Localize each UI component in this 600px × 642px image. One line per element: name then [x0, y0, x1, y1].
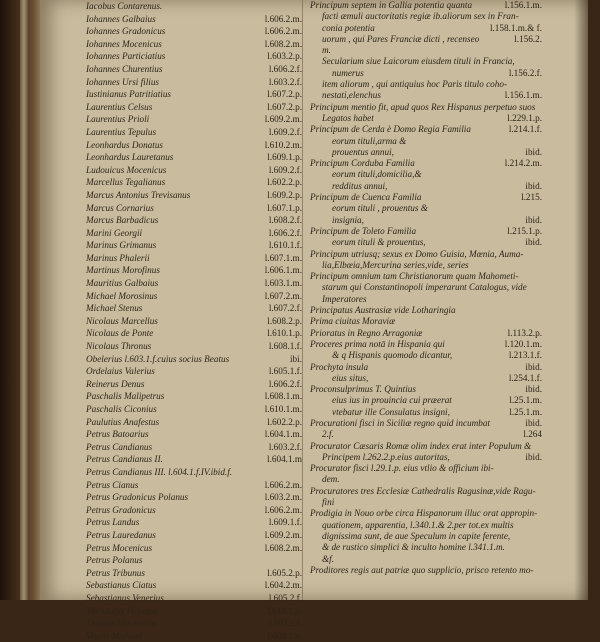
index-page	[40, 0, 588, 641]
index-entry	[310, 271, 542, 282]
entry-name: Iustinianus Patritiatius	[86, 89, 171, 100]
entry-reference: l.610.1.p.	[267, 605, 302, 616]
index-entry	[310, 554, 542, 565]
entry-text: m.	[322, 45, 331, 56]
entry-text: Principum de Cerda è Domo Regia Familia	[310, 124, 471, 135]
entry-reference: l.609.2.p.	[267, 189, 302, 200]
entry-reference: l.606.2.m.	[264, 13, 302, 24]
index-entry	[86, 466, 302, 479]
index-entry	[86, 327, 302, 340]
entry-text: Principum Corduba Familia	[310, 158, 415, 169]
entry-reference: l.605.2.f.	[268, 592, 302, 603]
index-entry	[310, 441, 542, 452]
entry-text: eorum tituli & prouentus,	[332, 237, 426, 248]
index-entry	[310, 486, 542, 497]
index-entry	[310, 90, 542, 101]
entry-reference: l.606.2.f.	[268, 227, 302, 238]
entry-reference: l.608.2.m.	[264, 38, 302, 49]
index-entry	[310, 102, 542, 113]
entry-text: facti æmuli auctoritatis regiæ ib.aliorum sex in Fran-	[322, 11, 519, 22]
entry-name: Ordelaius Valerius	[86, 366, 155, 377]
entry-name: Petrus Landus	[86, 517, 140, 528]
index-entry	[310, 565, 542, 576]
entry-reference: l.607.2.f.	[268, 303, 302, 314]
entry-name: Petrus Candianus II.	[86, 454, 163, 465]
index-entry	[310, 429, 542, 440]
entry-reference: ibid.	[525, 237, 542, 248]
entry-reference: ibid.	[525, 146, 542, 157]
entry-reference: l.113.2.p.	[507, 327, 542, 338]
index-entry	[86, 315, 302, 328]
index-entry	[310, 45, 542, 56]
entry-reference: l.603.2.p.	[267, 51, 302, 62]
index-entry	[310, 316, 542, 327]
entry-text: Prochyta insula	[310, 361, 369, 372]
entry-name: Iohannes Particiatius	[86, 51, 166, 62]
entry-text: Principum utriusq; sexus ex Domo Guisia, Mœnia, Auma-	[310, 248, 524, 259]
entry-name: Nicolaus Marcellus	[86, 315, 158, 326]
entry-reference: l.229.1.p.	[507, 112, 542, 123]
entry-text: prouentus annui,	[332, 146, 394, 157]
entry-reference: l.604.1.m	[267, 454, 302, 465]
index-entry	[310, 11, 542, 22]
index-entry	[86, 63, 302, 76]
entry-text: Principum de Toleto Familia	[310, 225, 417, 236]
index-entry	[86, 176, 302, 189]
index-entry	[86, 567, 302, 580]
index-entry	[310, 56, 542, 67]
index-entry	[86, 605, 302, 618]
entry-reference: l.603.2.f.	[268, 441, 302, 452]
entry-reference: l.602.2.f.	[268, 618, 302, 629]
entry-name: Leonhardus Donatus	[86, 139, 163, 150]
entry-text: Prodigia in Nouo orbe circa Hispanorum illuc orat appropin-	[310, 508, 538, 519]
entry-reference: l.603.1.m.	[264, 278, 302, 289]
entry-reference: l.609.1.p.	[267, 152, 302, 163]
entry-reference: l.214.2.m.	[504, 158, 542, 169]
index-entry	[86, 0, 302, 13]
entry-name: Leonhardus Lauretanus	[86, 152, 174, 163]
entry-reference: l.606.2.m.	[264, 504, 302, 515]
entry-reference: l.604.2.m.	[264, 580, 302, 591]
entry-reference: ibid.	[525, 384, 542, 395]
index-entry	[86, 151, 302, 164]
entry-text: insignia,	[332, 214, 364, 225]
entry-reference: l.609.2.f.	[268, 164, 302, 175]
index-entry	[86, 504, 302, 517]
index-entry	[86, 290, 302, 303]
entry-reference: l.610.1.p.	[267, 328, 302, 339]
entry-text: eius ius in prouincia cui præerat	[332, 395, 452, 406]
entry-reference: l.605.1.f.	[268, 366, 302, 377]
entry-reference: ibid.	[525, 180, 542, 191]
entry-name: Iohannes Mocenicus	[86, 38, 162, 49]
index-entry	[86, 617, 302, 630]
index-entry	[86, 76, 302, 89]
entry-name: Laurentius Tepulus	[86, 126, 157, 137]
index-entry	[310, 384, 542, 395]
entry-name: Marcus Barbadicus	[86, 215, 159, 226]
entry-reference: l.610.1.m.	[264, 404, 302, 414]
index-entry	[86, 441, 302, 454]
entry-reference: l.609.2.m.	[264, 114, 302, 125]
entry-text: Principum omnium tam Christianorum quam Mahometi-	[310, 271, 519, 282]
index-entry	[86, 214, 302, 227]
entry-text: Procurationi fisci in Siciliæ regno quid incumbat	[310, 417, 490, 428]
entry-text: eius situs,	[332, 372, 369, 383]
entry-text: Proditores regis aut patriæ quo supplicio, prisco retento mo-	[310, 564, 534, 575]
entry-text: eorum tituli,domicilia,&	[332, 169, 422, 180]
entry-name: Petrus Gradonicus Polanus	[86, 492, 189, 503]
entry-reference: l.608.2.p.	[267, 315, 302, 326]
index-entry	[310, 497, 542, 508]
entry-reference: l.607.2.m.	[264, 290, 302, 301]
entry-reference: l.158.1.m.& f.	[489, 22, 542, 33]
entry-reference: ibid.	[525, 417, 542, 428]
index-entry	[310, 474, 542, 485]
entry-text: Principum de Cuenca Familia	[310, 192, 422, 203]
entry-name: Nicolaus Thronus	[86, 341, 152, 352]
index-entry	[310, 350, 542, 361]
page-edge-shadow	[574, 0, 588, 600]
entry-name: Marini Georgii	[86, 227, 143, 238]
entry-name: Laurentius Prioli	[86, 114, 150, 125]
entry-reference: l.603.2.m.	[264, 492, 302, 503]
entry-text: dignissima sunt, de aue Speculum in capite ferente,	[322, 530, 511, 541]
index-entry	[310, 169, 542, 180]
index-entry	[310, 215, 542, 226]
entry-reference: l.609.2.f.	[268, 126, 302, 137]
index-entry	[86, 239, 302, 252]
entry-name: Laurentius Celsus	[86, 101, 153, 112]
index-entry	[310, 124, 542, 135]
entry-text: Proconsulprimus T. Quintius	[310, 384, 416, 395]
entry-name: Paschalis Ciconius	[86, 404, 157, 414]
entry-reference: l.25.1.m.	[509, 395, 542, 406]
entry-name: Thomas Mocenicus	[86, 618, 158, 629]
index-entry	[310, 203, 542, 214]
entry-reference: ibid.	[525, 361, 542, 372]
entry-reference: l.606.1.m.	[264, 265, 302, 276]
left-index-column	[86, 0, 302, 642]
entry-name: Mauritius Galbaius	[86, 278, 159, 289]
index-entry	[310, 147, 542, 158]
entry-name: Vitalis Michael	[86, 630, 142, 641]
entry-reference: l.609.1.f.	[268, 517, 302, 528]
entry-reference: l.602.2.p.	[267, 416, 302, 427]
index-entry	[86, 428, 302, 441]
entry-name: Marcellus Tegalianus	[86, 177, 166, 188]
entry-reference: l.603.2.f.	[268, 76, 302, 87]
entry-reference: l.605.2.p.	[267, 567, 302, 578]
index-entry	[310, 249, 542, 260]
entry-reference: l.604.1.m.	[264, 429, 302, 440]
index-entry	[86, 88, 302, 101]
entry-name: Petrus Tribunus	[86, 567, 145, 578]
index-entry	[86, 479, 302, 492]
index-entry	[310, 260, 542, 271]
index-entry	[86, 227, 302, 240]
index-entry	[86, 302, 302, 315]
index-entry	[310, 79, 542, 90]
index-entry	[86, 139, 302, 152]
entry-name: Iacobus Contarenus.	[86, 1, 163, 11]
entry-name: Petrus Polanus	[86, 555, 143, 566]
entry-text: numerus	[332, 67, 364, 78]
entry-name: Marinus Grimanus	[86, 240, 157, 251]
entry-reference: l.156.1.m.	[504, 0, 542, 10]
entry-reference: l.606.2.f.	[268, 63, 302, 74]
index-entry	[86, 164, 302, 177]
entry-text: eorum tituli , prouentus &	[332, 203, 428, 214]
entry-name: Reinerus Denus	[86, 378, 145, 389]
entry-reference: l.120.1.m.	[504, 338, 542, 349]
index-entry	[86, 277, 302, 290]
entry-reference: l.606.2.f.	[268, 378, 302, 389]
entry-text: Prima ciuitas Moraviæ	[310, 316, 396, 327]
entry-name: Sebastianus Venerius	[86, 592, 164, 603]
entry-name: Iohannes Ursi filius	[86, 76, 159, 87]
entry-reference: l.607.2.p.	[267, 89, 302, 100]
entry-reference: l.610.2.m.	[264, 139, 302, 150]
index-entry	[310, 373, 542, 384]
entry-reference: l.156.2.f.	[508, 67, 542, 78]
entry-text: eorum tituli,arma &	[332, 135, 407, 146]
entry-text: Principem l.262.2.p.eius autoritas,	[322, 451, 450, 462]
entry-reference: l.254.1.f.	[508, 372, 542, 383]
index-entry	[310, 113, 542, 124]
entry-name: Nicolaus de Ponte	[86, 328, 154, 339]
entry-name: Sebastianus Ciatus	[86, 580, 157, 591]
index-entry	[86, 252, 302, 265]
index-entry	[86, 403, 302, 416]
entry-reference: l.607.1.p.	[267, 202, 302, 213]
entry-text: Principatus Austrasiæ vide Lotharingia	[310, 305, 456, 316]
entry-name: Marcus Antonius Trevisanus	[86, 189, 191, 200]
index-entry	[86, 264, 302, 277]
index-entry	[86, 126, 302, 139]
entry-name: Iohannes Churentius	[86, 63, 163, 74]
entry-name: Theodatus Hypatus	[86, 605, 158, 616]
index-entry	[310, 520, 542, 531]
entry-name: Petrus Cianus	[86, 479, 139, 490]
entry-reference: l.214.1.f.	[508, 124, 542, 135]
index-entry	[310, 136, 542, 147]
entry-text: conia potentia	[322, 22, 375, 33]
entry-text: Procurator fisci l.29.1.p. eius vtlio & officium ibi-	[310, 463, 494, 474]
index-entry	[86, 353, 302, 366]
index-entry	[310, 531, 542, 542]
facing-page-edge	[20, 0, 28, 600]
entry-reference: l.156.1.m.	[504, 90, 542, 101]
index-entry	[310, 328, 542, 339]
index-entry	[310, 158, 542, 169]
entry-text: & q Hispanis quomodo dicantur,	[332, 350, 453, 361]
index-entry	[86, 516, 302, 529]
index-entry	[310, 407, 542, 418]
entry-text: & de rustico simplici & inculto homine l.341.1.m.	[322, 542, 505, 553]
entry-name: Marinus Phalerii	[86, 252, 150, 263]
entry-reference: l.608.1.m.	[264, 391, 302, 402]
index-entry	[86, 491, 302, 504]
entry-reference: l.608.1.f.	[268, 341, 302, 352]
entry-text: redditus annui,	[332, 180, 388, 191]
entry-name: Petrus Candianus	[86, 441, 153, 452]
entry-name: Martinus Morofinus	[86, 265, 160, 276]
entry-text: Prioratus in Regno Arragoniæ	[310, 327, 423, 338]
entry-reference: l.608.2.f.	[268, 215, 302, 226]
entry-reference: ibid.	[525, 451, 542, 462]
entry-name: Petrus Gradonicus	[86, 504, 156, 515]
index-entry	[86, 340, 302, 353]
entry-reference: ibi.	[290, 353, 302, 364]
entry-reference: l.606.2.m.	[264, 26, 302, 37]
index-entry	[86, 554, 302, 567]
index-entry	[310, 508, 542, 519]
index-entry	[310, 452, 542, 463]
index-entry	[310, 237, 542, 248]
entry-reference: l.213.1.f.	[508, 350, 542, 361]
entry-text: Procurator Cæsaris Romæ olim index erat inter Populum &	[310, 440, 532, 451]
entry-name: Obelerius l.603.1.f.cuius socius Beatus	[86, 353, 230, 364]
entry-reference: l.215.	[521, 192, 542, 203]
index-entry	[86, 113, 302, 126]
index-entry	[310, 192, 542, 203]
index-entry	[310, 294, 542, 305]
entry-reference: ibid.	[525, 214, 542, 225]
entry-name: Iohannes Galbaius	[86, 13, 156, 24]
index-entry	[310, 463, 542, 474]
entry-reference: l.25.1.m.	[509, 406, 542, 417]
index-entry	[86, 630, 302, 642]
index-entry	[310, 181, 542, 192]
index-entry	[310, 23, 542, 34]
index-entry	[86, 416, 302, 429]
index-entry	[310, 339, 542, 350]
index-entry	[310, 305, 542, 316]
entry-name: Ludouicus Mocenicus	[86, 164, 167, 175]
index-entry	[310, 34, 542, 45]
index-entry	[86, 390, 302, 403]
entry-name: Iohannes Gradonicus	[86, 26, 166, 37]
index-entry	[86, 529, 302, 542]
entry-text: quationem, apparentia, l.340.1.& 2.per tot.ex multis	[322, 519, 514, 530]
entry-reference: l.609.2.m.	[264, 529, 302, 540]
entry-text: nestati,elenchus	[322, 90, 381, 101]
index-entry	[86, 378, 302, 391]
index-entry	[86, 453, 302, 466]
entry-reference: l.264	[523, 429, 542, 440]
index-entry	[310, 542, 542, 553]
entry-text: lia,Elbœia,Mercurina series,vide, series	[322, 259, 469, 270]
entry-text: 2.f.	[322, 429, 334, 440]
entry-text: uorum , qui Pares Franciæ dicti , recenseo	[322, 33, 480, 44]
entry-text: fini	[322, 497, 335, 508]
index-entry	[86, 189, 302, 202]
index-entry	[310, 0, 542, 11]
entry-text: starum qui Constantinopoli imperarunt Catalogus, vide	[322, 282, 527, 293]
entry-reference: l.607.1.m.	[264, 252, 302, 263]
entry-text: Secularium siue Laicorum eiusdem tituli in Francia,	[322, 56, 515, 67]
index-entry	[86, 579, 302, 592]
entry-name: Petrus Lauredanus	[86, 529, 156, 540]
index-entry	[86, 542, 302, 555]
entry-text: Imperatores	[322, 293, 367, 304]
entry-name: Petrus Batoarius	[86, 429, 149, 440]
index-entry	[310, 282, 542, 293]
entry-text: Principum septem in Gallia potentia quanta	[310, 0, 473, 10]
entry-reference: l.606.2.m.	[264, 479, 302, 490]
index-entry	[86, 38, 302, 51]
entry-reference: l.602.2.p.	[267, 177, 302, 188]
entry-text: Procuratores tres Ecclesiæ Cathedralis Ragusinæ,vide Ragu-	[310, 485, 536, 496]
index-entry	[86, 13, 302, 26]
entry-reference: l.608.1.p.	[267, 630, 302, 641]
index-entry	[310, 68, 542, 79]
entry-text: Proceres prima notā in Hispania qui	[310, 338, 445, 349]
entry-text: Principum mentio fit, apud quos Rex Hispanus perpetuo suos	[310, 101, 536, 112]
index-entry	[310, 395, 542, 406]
entry-text: dem.	[322, 474, 340, 485]
index-entry	[310, 362, 542, 373]
entry-reference: l.156.2.	[514, 33, 542, 44]
right-index-column	[310, 0, 542, 576]
index-entry	[310, 226, 542, 237]
index-entry	[86, 592, 302, 605]
entry-name: Paschalis Malipetrus	[86, 391, 165, 402]
entry-reference: l.610.1.f.	[268, 240, 302, 251]
entry-name: Petrus Candianus III. l.604.1.f.IV.ibid.f.	[86, 466, 233, 477]
index-entry	[310, 418, 542, 429]
index-entry	[86, 50, 302, 63]
entry-name: Michael Morosinus	[86, 290, 158, 301]
entry-name: Petrus Mocenicus	[86, 542, 153, 553]
index-entry	[86, 365, 302, 378]
entry-reference: l.608.2.m.	[264, 542, 302, 553]
column-divider	[302, 0, 303, 600]
entry-name: Michael Stenus	[86, 303, 143, 314]
entry-text: Legatos habet	[322, 112, 374, 123]
entry-name: Marcus Cornarius	[86, 202, 154, 213]
entry-text: &f.	[322, 553, 334, 564]
index-entry	[86, 101, 302, 114]
entry-text: item aliorum , qui antiquius hoc Paris titulo coho-	[322, 79, 508, 90]
index-entry	[86, 25, 302, 38]
entry-name: Paulutius Anafestus	[86, 416, 160, 427]
entry-text: vtebatur ille Consulatus insigni,	[332, 406, 450, 417]
entry-reference: l.607.2.p.	[267, 101, 302, 112]
entry-reference: l.215.1.p.	[507, 225, 542, 236]
index-entry	[86, 202, 302, 215]
